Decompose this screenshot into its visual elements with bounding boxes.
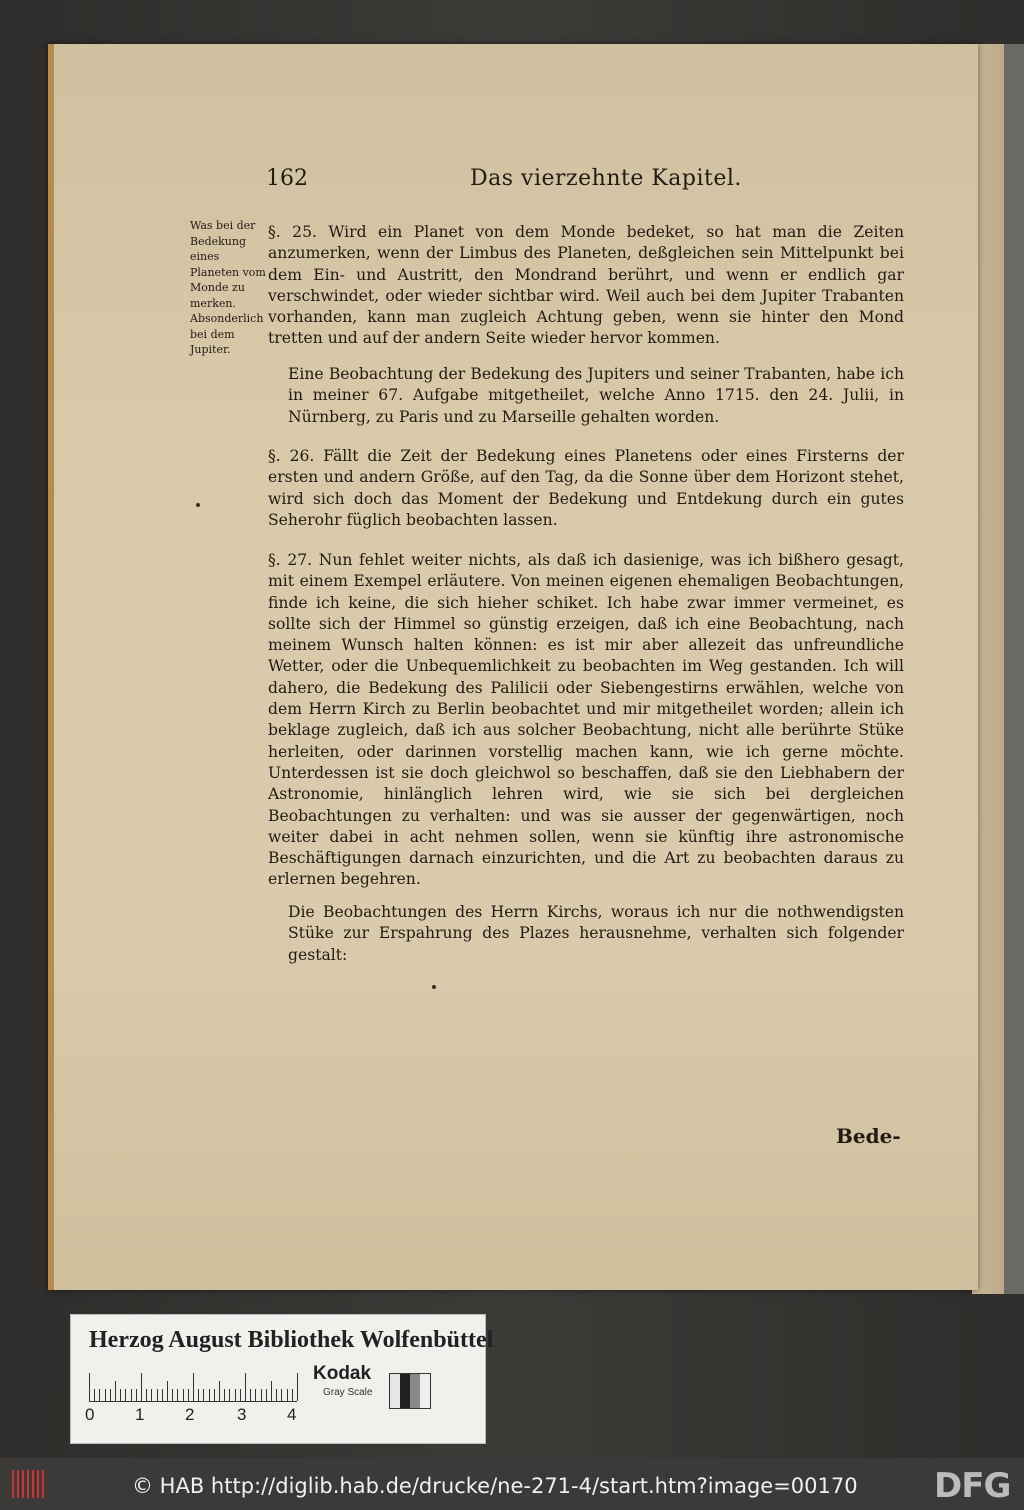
- ruler-tick: [235, 1389, 236, 1401]
- library-color-card: [70, 1314, 494, 1444]
- ruler-tick: [141, 1373, 142, 1401]
- ruler-tick: [110, 1389, 111, 1401]
- kodak-logo: Kodak: [313, 1363, 372, 1384]
- gray-scale-label: Gray Scale: [323, 1387, 373, 1398]
- ruler-tick: [151, 1389, 152, 1401]
- scale-number: 2: [185, 1405, 195, 1424]
- scale-numbers: [85, 1405, 315, 1427]
- ruler-tick: [198, 1389, 199, 1401]
- gray-scale-swatch: [389, 1373, 431, 1409]
- ruler-tick: [193, 1373, 194, 1401]
- ruler-tick: [240, 1389, 241, 1401]
- paragraph-25: §. 25. Wird ein Planet von dem Monde bedeket, so hat man die Zeiten anzumerken, wenn der Limbus des Planeten, deßgleichen sein Mittelpunkt bei dem Ein- und Austritt, den Mondrand berührt, und wenn er endlich gar verschwindet, oder wieder sichtbar wird. Weil auch bei dem Jupiter Trabanten vorhanden, kann man zugleich Achtung geben, wenn sie hinter den Mond tretten und auf der andern Seite wieder hervor kommen.: [268, 223, 904, 348]
- ruler-tick: [157, 1389, 158, 1401]
- ink-speck: [432, 985, 436, 989]
- margin-note: Was bei der Bedekung eines Planeten vom Monde zu merken. Absonderlich bei dem Jupiter.: [190, 219, 266, 356]
- ruler-tick: [287, 1389, 288, 1401]
- ruler-tick: [245, 1373, 246, 1401]
- ruler-tick: [89, 1373, 90, 1401]
- scale-number: 0: [85, 1405, 95, 1424]
- library-name: Herzog August Bibliothek Wolfenbüttel: [89, 1327, 494, 1353]
- ruler-tick: [146, 1389, 147, 1401]
- ruler-tick: [292, 1389, 293, 1401]
- ruler-tick: [188, 1389, 189, 1401]
- ruler-tick: [136, 1389, 137, 1401]
- ruler-tick: [94, 1389, 95, 1401]
- hab-logo-icon: [12, 1470, 46, 1498]
- ruler-tick: [105, 1389, 106, 1401]
- catchword: Bede-: [836, 1124, 901, 1148]
- running-head: Das vierzehnte Kapitel.: [470, 166, 742, 191]
- ruler-tick: [255, 1389, 256, 1401]
- ruler-tick: [266, 1389, 267, 1401]
- ruler-tick: [177, 1389, 178, 1401]
- dfg-logo: DFG: [934, 1466, 1011, 1506]
- scale-number: 1: [135, 1405, 145, 1424]
- ruler-tick: [250, 1389, 251, 1401]
- ruler-tick: [281, 1389, 282, 1401]
- paragraph-observation-jupiter: Eine Beobachtung der Bedekung des Jupiters und seiner Trabanten, habe ich in meiner 67. Aufgabe mitgetheilet, welche Anno 1715. den 24. Julii, in Nürnberg, zu Paris und zu Marseille gehalten worden.: [288, 365, 904, 426]
- ruler-tick: [219, 1381, 220, 1401]
- ruler-tick: [271, 1381, 272, 1401]
- scan-right-border: [1004, 44, 1024, 1294]
- paragraph-observation-kirch: Die Beobachtungen des Herrn Kirchs, woraus ich nur die nothwendigsten Stüke zur Erspahrung des Plazes herausnehme, verhalten sich folgender gestalt:: [288, 903, 904, 964]
- ruler-tick: [214, 1389, 215, 1401]
- ruler-tick: [183, 1389, 184, 1401]
- ruler-tick: [224, 1389, 225, 1401]
- ruler-tick: [120, 1389, 121, 1401]
- scale-number: 3: [237, 1405, 247, 1424]
- ruler-tick: [276, 1389, 277, 1401]
- copyright-link[interactable]: © HAB http://diglib.hab.de/drucke/ne-271-4/start.htm?image=00170: [132, 1474, 858, 1498]
- scale-number: 4: [287, 1405, 297, 1424]
- ruler-tick: [209, 1389, 210, 1401]
- ruler-tick: [125, 1389, 126, 1401]
- ruler-tick: [131, 1389, 132, 1401]
- ruler-tick: [162, 1389, 163, 1401]
- ruler-tick: [261, 1389, 262, 1401]
- ruler-tick: [115, 1381, 116, 1401]
- ruler-tick: [167, 1381, 168, 1401]
- scale-ruler: [89, 1371, 297, 1402]
- ruler-tick: [203, 1389, 204, 1401]
- ruler-tick: [172, 1389, 173, 1401]
- page-number: 162: [266, 166, 308, 191]
- ruler-tick: [99, 1389, 100, 1401]
- ink-speck: [196, 503, 200, 507]
- ruler-tick: [229, 1389, 230, 1401]
- paragraph-27: §. 27. Nun fehlet weiter nichts, als daß ich dasienige, was ich bißhero gesagt, mit einem Exempel erläutere. Von meinen eigenen ehemaligen Beobachtungen, finde ich keine, die sich hieher schiket. Ich habe zwar immer vermeinet, es sollte sich der Himmel so günstig erzeigen, daß ich eine Beobachtung, nach meinem Wunsch halten können: es ist mir aber allezeit das unfreundliche Wetter, oder die Unbequemlichkeit zu beobachten im Weg gestanden. Ich will dahero, die Bedekung des Palilicii oder Siebengestirns erwählen, welche von dem Herrn Kirch zu Berlin beobachtet und mir mitgetheilet worden; allein ich beklage zugleich, daß ich aus solcher Beobachtung, nicht alle berührte Stüke herleiten, oder darinnen vorstellig machen kann, wie ich gerne möchte. Unterdessen ist sie doch gleichwol so beschaffen, daß sie den Liebhabern der Astronomie, hinlänglich lehren wird, wie sie sich bei dergleichen Beobachtungen zu verhalten: und was sie ausser der gegenwärtigen, noch weiter dabei in acht nehmen sollen, wenn sie künftig ihre astronomische Beschäftigungen darnach einzurichten, und die Art zu beobachten daraus zu erlernen begehren.: [268, 551, 904, 889]
- ruler-tick: [297, 1373, 298, 1401]
- paragraph-26: §. 26. Fällt die Zeit der Bedekung eines Planetens oder eines Firsterns der ersten und andern Größe, auf den Tag, da die Sonne über dem Horizont stehet, wird sich doch das Moment der Bedekung und Entdekung durch ein gutes Seherohr füglich beobachten lassen.: [268, 447, 904, 529]
